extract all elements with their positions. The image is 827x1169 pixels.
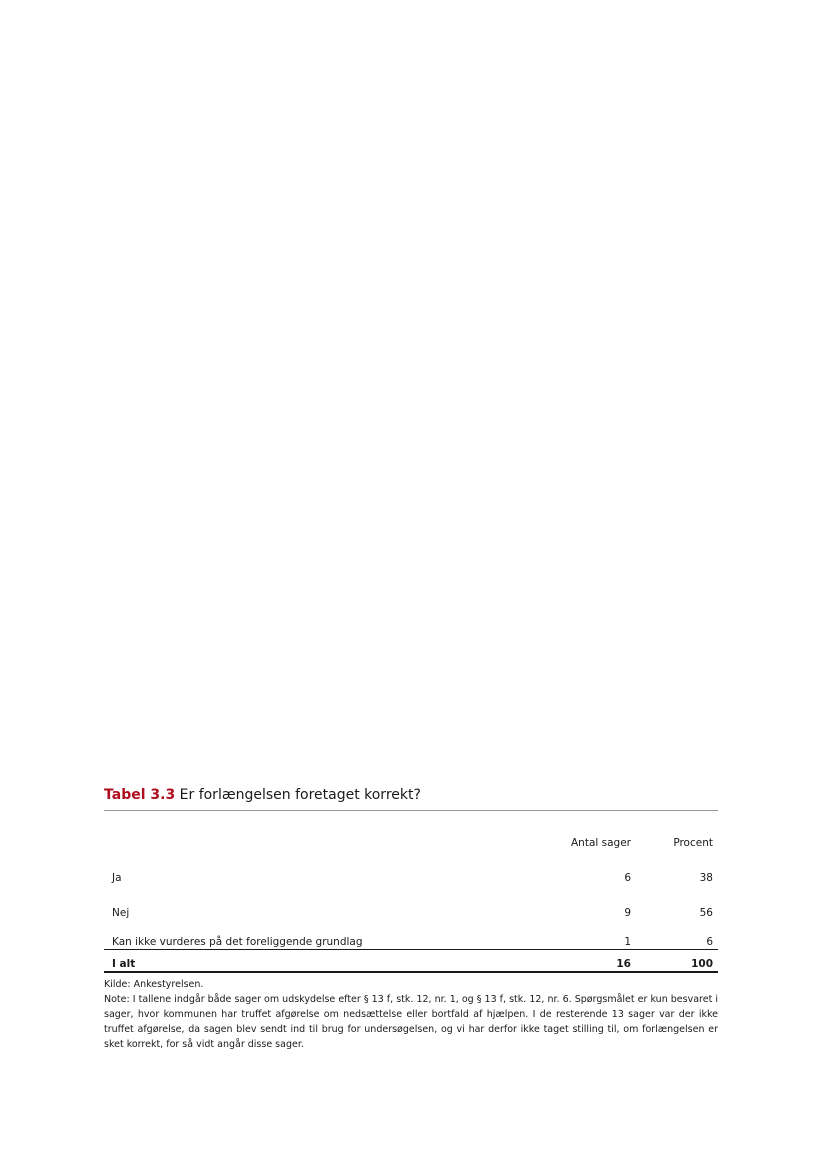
data-table xyxy=(104,811,718,973)
row-label: Nej xyxy=(112,907,130,919)
note-paragraph: Note: I tallene indgår både sager om udskydelse efter § 13 f, stk. 12, nr. 1, og § 13 f, stk. 12, nr. 6. Spørgsmålet er kun besvaret i sager, hvor kommunen har truffet afgørelse om nedsættelse eller bortfald af hjælpen. I de resterende 13 sager var der ikke truffet afgørelse, da sagen blev sendt ind til brug for undersøgelsen, og vi har derfor ikke taget stilling til, om forlængelsen er sket korrekt, for så vidt angår disse sager. xyxy=(104,994,718,1050)
row-antal: 9 xyxy=(624,907,631,919)
total-antal: 16 xyxy=(521,950,631,973)
table-caption xyxy=(104,786,718,811)
row-procent: 6 xyxy=(631,926,718,950)
header-empty xyxy=(104,811,521,856)
header-procent: Procent xyxy=(673,837,713,849)
total-row xyxy=(104,950,718,973)
table-row xyxy=(104,891,718,926)
row-label: Kan ikke vurderes på det foreliggende grundlag xyxy=(104,926,521,950)
table-row xyxy=(104,926,718,950)
table-notes xyxy=(104,977,718,1052)
row-procent: 38 xyxy=(699,872,713,884)
table-header-row xyxy=(104,811,718,856)
total-label: I alt xyxy=(104,950,521,973)
total-procent: 100 xyxy=(631,950,718,973)
table-row xyxy=(104,856,718,891)
caption-label: Tabel 3.3 xyxy=(104,787,176,803)
row-label: Ja xyxy=(112,872,122,884)
source-line: Kilde: Ankestyrelsen. xyxy=(104,979,204,990)
row-antal: 1 xyxy=(521,926,631,950)
table-block xyxy=(104,786,718,1052)
caption-text: Er forlængelsen foretaget korrekt? xyxy=(175,787,421,803)
row-procent: 56 xyxy=(699,907,713,919)
row-antal: 6 xyxy=(624,872,631,884)
header-antal: Antal sager xyxy=(571,837,631,849)
